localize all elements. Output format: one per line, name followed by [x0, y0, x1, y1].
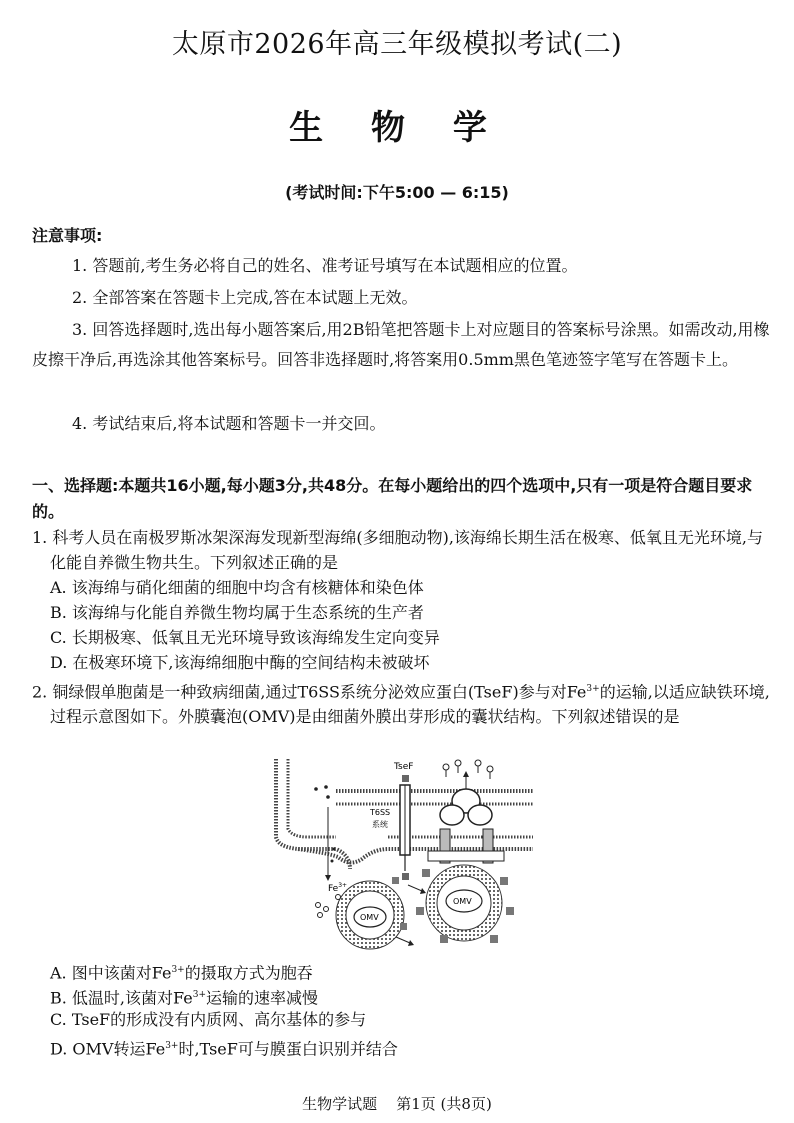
tsef-block-top: [402, 775, 409, 782]
subject-title: 生 物 学: [289, 108, 505, 148]
notice-item-3: 3. 回答选择题时,选出每小题答案后,用2B铅笔把答题卡上对应题目的答案标号涂黑。如需改动,用橡皮擦干净后,再选涂其他答案标号。回答非选择题时,将答案用0.5mm黑色笔迹签字笔写在答题卡上。: [32, 320, 770, 369]
q1-option-a: A. 该海绵与硝化细菌的细胞中均含有核糖体和染色体: [50, 578, 424, 597]
exam-time: (考试时间:下午5:00 — 6:15): [285, 183, 509, 202]
tsef-label: TseF: [394, 762, 414, 772]
notice-heading: 注意事项:: [32, 226, 103, 245]
question-2-stem: 2. 铜绿假单胞菌是一种致病细菌,通过T6SS系统分泌效应蛋白(TseF)参与对$Fe^{3+}$的运输,以适应缺铁环境,过程示意图如下。外膜囊泡(OMV)是由细菌外膜出芽形成的囊状结构。下列叙述错误的是: [32, 682, 770, 726]
fe-label: $Fe^{3+}$: [328, 882, 348, 894]
notice-item-4: 4. 考试结束后,将本试题和答题卡一并交回。: [72, 414, 386, 433]
q1-option-c: C. 长期极寒、低氧且无光环境导致该海绵发生定向变异: [50, 628, 440, 647]
omv-label-left: OMV: [360, 913, 379, 922]
t6ss-transport-diagram: [268, 757, 548, 952]
page-footer: 生物学试题 第1页 (共8页): [302, 1095, 492, 1113]
q2-option-a: A. 图中该菌对$Fe^{3+}$的摄取方式为胞吞: [50, 963, 313, 983]
omv-label-right: OMV: [453, 897, 472, 906]
section-1-heading: 一、选择题:本题共16小题,每小题3分,共48分。在每小题给出的四个选项中,只有一项是符合题目要求的。: [32, 476, 753, 521]
t6ss-label-2: 系统: [372, 820, 388, 829]
notice-item-1: 1. 答题前,考生务必将自己的姓名、准考证号填写在本试题相应的位置。: [72, 256, 578, 275]
exam-title: 太原市2026年高三年级模拟考试(二): [171, 29, 623, 60]
question-1-stem: 1. 科考人员在南极罗斯冰架深海发现新型海绵(多细胞动物),该海绵长期生活在极寒、低氧且无光环境,与化能自养微生物共生。下列叙述正确的是: [32, 528, 764, 572]
q1-option-d: D. 在极寒环境下,该海绵细胞中酶的空间结构未被破坏: [50, 653, 430, 672]
q1-option-b: B. 该海绵与化能自养微生物均属于生态系统的生产者: [50, 603, 424, 622]
tsef-block-bottom: [402, 873, 409, 880]
membrane-protein-base: [428, 851, 504, 861]
notice-item-2: 2. 全部答案在答题卡上完成,答在本试题上无效。: [72, 288, 418, 307]
q2-option-b: B. 低温时,该菌对$Fe^{3+}$运输的速率减慢: [50, 988, 319, 1008]
q2-option-c: C. TseF的形成没有内质网、高尔基体的参与: [50, 1010, 367, 1029]
t6ss-label-1: T6SS: [370, 808, 391, 817]
q2-option-d: D. OMV转运$Fe^{3+}$时,TseF可与膜蛋白识别并结合: [50, 1039, 398, 1059]
